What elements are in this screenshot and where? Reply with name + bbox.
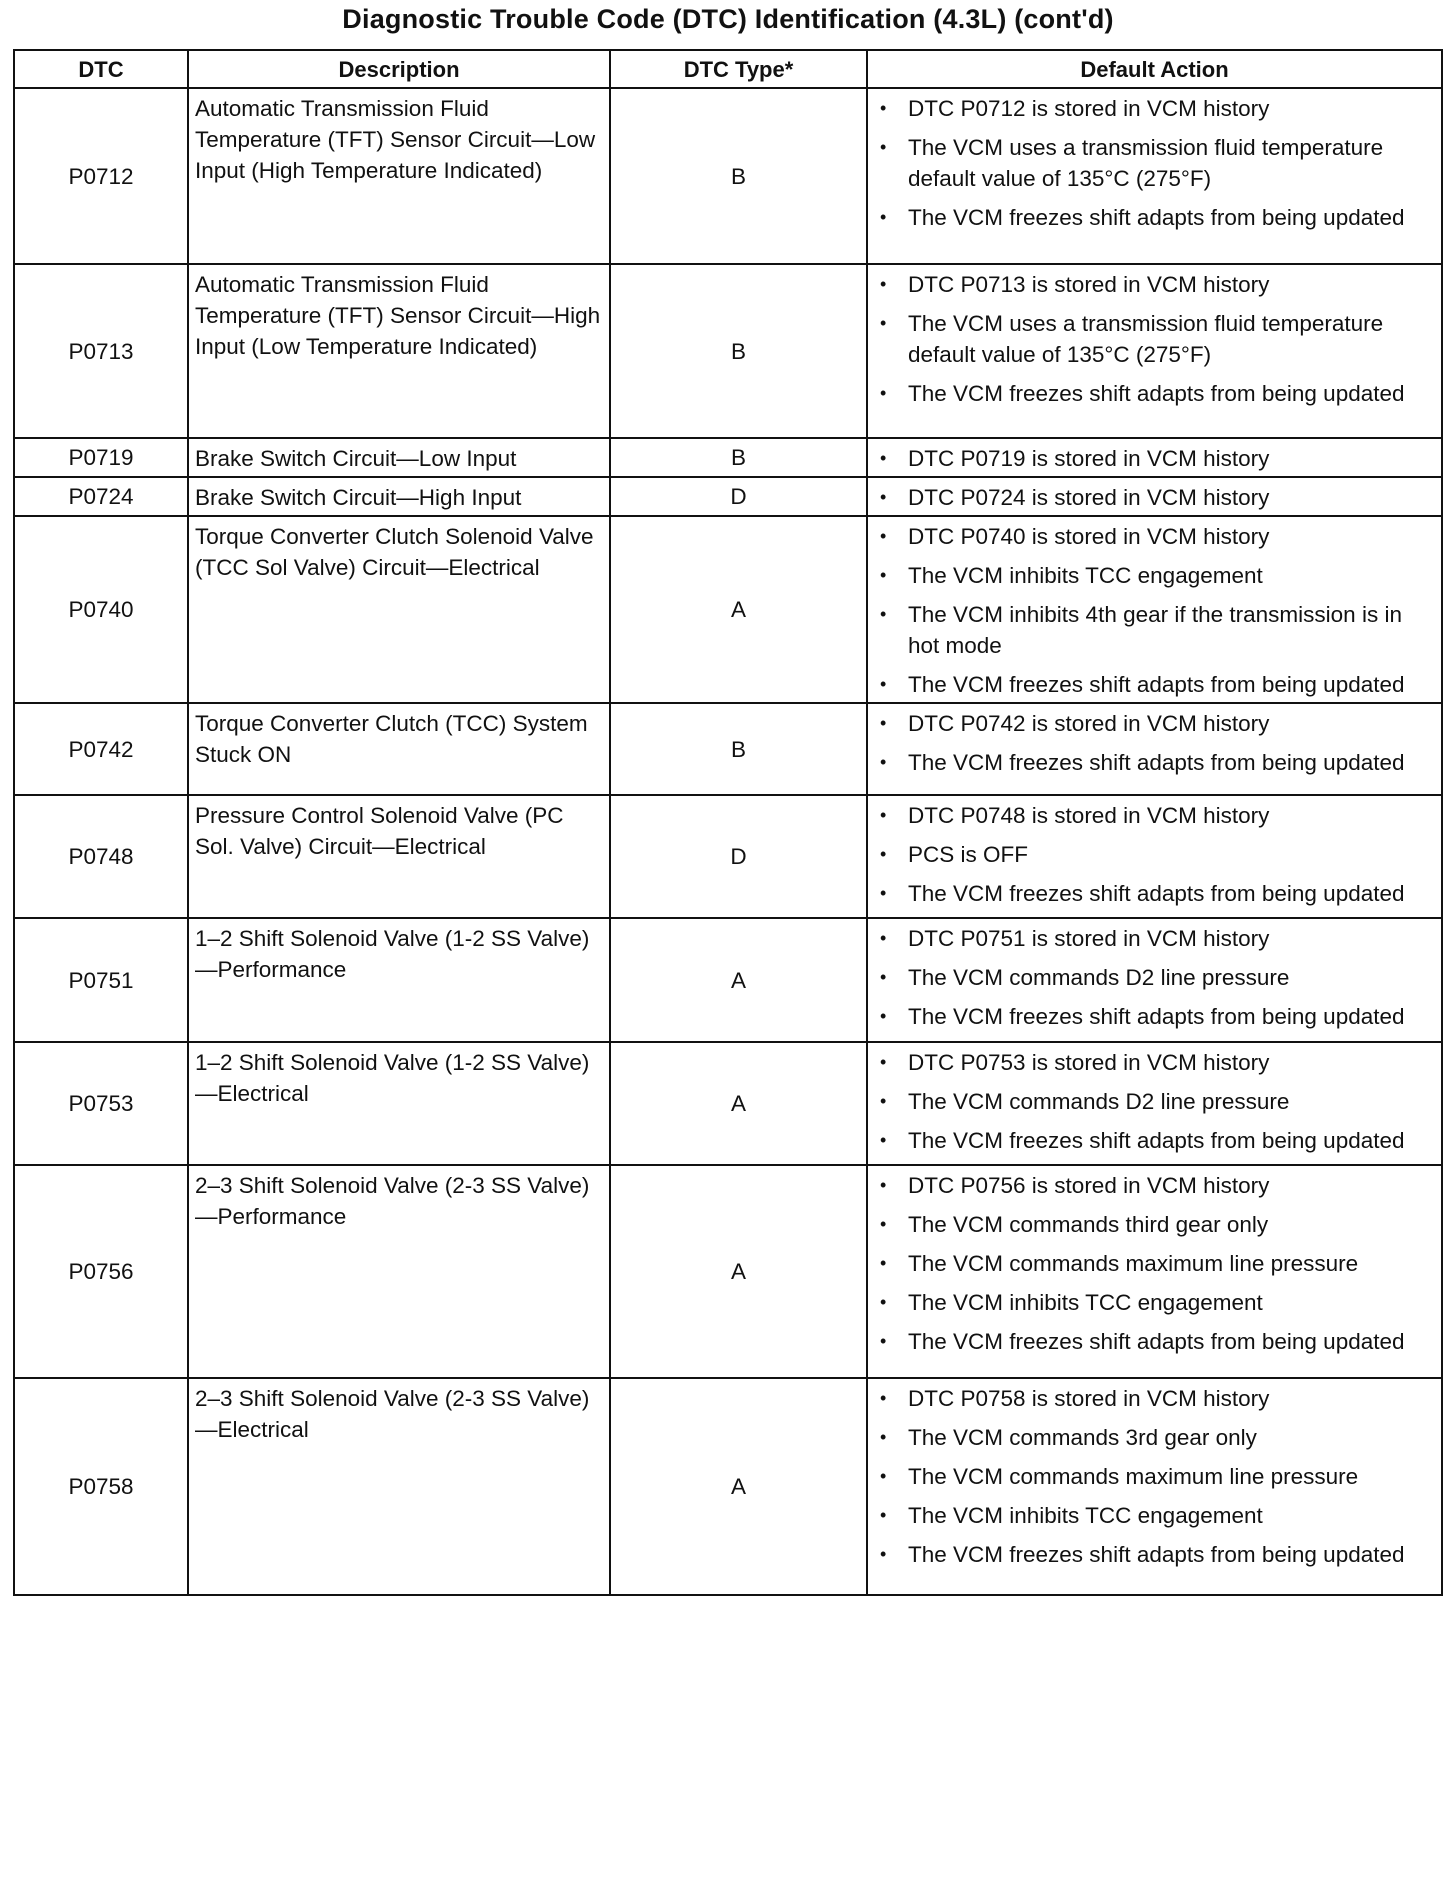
action-text: PCS is OFF — [908, 842, 1029, 867]
action-list — [874, 521, 1433, 700]
action-list — [874, 93, 1433, 233]
description-cell: Torque Converter Clutch (TCC) System Stuck ON — [188, 703, 610, 795]
action-text: DTC P0742 is stored in VCM history — [908, 711, 1270, 736]
action-text: DTC P0712 is stored in VCM history — [908, 96, 1270, 121]
action-list-item — [874, 1001, 1433, 1032]
action-list-item — [874, 443, 1433, 474]
description-cell: 2–3 Shift Solenoid Valve (2-3 SS Valve)—Performance — [188, 1165, 610, 1378]
table-row — [14, 1165, 1442, 1378]
action-list-item — [874, 708, 1433, 739]
table-row — [14, 1042, 1442, 1165]
dtc-code-cell: P0713 — [14, 264, 188, 438]
action-list — [874, 443, 1433, 474]
bullet-icon: • — [880, 1052, 887, 1072]
action-list-item — [874, 560, 1433, 591]
action-list-item — [874, 599, 1433, 661]
action-text: The VCM freezes shift adapts from being updated — [908, 881, 1405, 906]
default-action-cell — [867, 703, 1442, 795]
bullet-icon: • — [880, 604, 887, 624]
table-body — [14, 88, 1442, 1595]
dtc-type-cell: B — [610, 264, 867, 438]
bullet-icon: • — [880, 565, 887, 585]
action-text: The VCM freezes shift adapts from being updated — [908, 750, 1405, 775]
bullet-icon: • — [880, 1331, 887, 1351]
bullet-icon: • — [880, 1427, 887, 1447]
action-text: The VCM uses a transmission fluid temperature default value of 135°C (275°F) — [908, 311, 1384, 367]
action-text: DTC P0740 is stored in VCM history — [908, 524, 1270, 549]
default-action-cell — [867, 1165, 1442, 1378]
default-action-cell — [867, 438, 1442, 477]
table-row — [14, 795, 1442, 918]
action-text: The VCM commands D2 line pressure — [908, 1089, 1290, 1114]
action-text: The VCM commands third gear only — [908, 1212, 1269, 1237]
action-list-item — [874, 1248, 1433, 1279]
action-list-item — [874, 132, 1433, 194]
action-text: The VCM freezes shift adapts from being updated — [908, 1128, 1405, 1153]
action-text: DTC P0748 is stored in VCM history — [908, 803, 1270, 828]
description-cell: 1–2 Shift Solenoid Valve (1-2 SS Valve)—Performance — [188, 918, 610, 1042]
bullet-icon: • — [880, 526, 887, 546]
action-list — [874, 269, 1433, 409]
action-text: DTC P0753 is stored in VCM history — [908, 1050, 1270, 1075]
bullet-icon: • — [880, 1388, 887, 1408]
table-row — [14, 88, 1442, 264]
dtc-code-cell: P0712 — [14, 88, 188, 264]
action-text: The VCM freezes shift adapts from being updated — [908, 672, 1405, 697]
bullet-icon: • — [880, 883, 887, 903]
bullet-icon: • — [880, 313, 887, 333]
bullet-icon: • — [880, 1253, 887, 1273]
default-action-cell — [867, 1378, 1442, 1595]
action-text: DTC P0758 is stored in VCM history — [908, 1386, 1270, 1411]
column-header-dtc-type: DTC Type* — [610, 50, 867, 88]
action-text: The VCM commands 3rd gear only — [908, 1425, 1257, 1450]
table-row — [14, 516, 1442, 703]
bullet-icon: • — [880, 448, 887, 468]
dtc-code-cell: P0751 — [14, 918, 188, 1042]
action-list-item — [874, 1326, 1433, 1357]
default-action-cell — [867, 264, 1442, 438]
bullet-icon: • — [880, 674, 887, 694]
action-list-item — [874, 1047, 1433, 1078]
bullet-icon: • — [880, 928, 887, 948]
dtc-type-cell: A — [610, 1378, 867, 1595]
default-action-cell — [867, 477, 1442, 516]
table-row — [14, 1378, 1442, 1595]
bullet-icon: • — [880, 805, 887, 825]
dtc-type-cell: A — [610, 918, 867, 1042]
action-list — [874, 708, 1433, 778]
bullet-icon: • — [880, 1214, 887, 1234]
column-header-dtc: DTC — [14, 50, 188, 88]
bullet-icon: • — [880, 487, 887, 507]
bullet-icon: • — [880, 383, 887, 403]
action-text: DTC P0751 is stored in VCM history — [908, 926, 1270, 951]
bullet-icon: • — [880, 1466, 887, 1486]
description-cell: Torque Converter Clutch Solenoid Valve (TCC Sol Valve) Circuit—Electrical — [188, 516, 610, 703]
action-text: DTC P0724 is stored in VCM history — [908, 485, 1270, 510]
dtc-type-cell: D — [610, 477, 867, 516]
description-cell: Automatic Transmission Fluid Temperature (TFT) Sensor Circuit—Low Input (High Temperature Indicated) — [188, 88, 610, 264]
bullet-icon: • — [880, 752, 887, 772]
action-list-item — [874, 878, 1433, 909]
column-header-description: Description — [188, 50, 610, 88]
table-header-row — [14, 50, 1442, 88]
bullet-icon: • — [880, 967, 887, 987]
dtc-type-cell: A — [610, 1042, 867, 1165]
default-action-cell — [867, 88, 1442, 264]
action-list-item — [874, 669, 1433, 700]
action-list-item — [874, 1287, 1433, 1318]
description-cell: 1–2 Shift Solenoid Valve (1-2 SS Valve)—Electrical — [188, 1042, 610, 1165]
action-list — [874, 1170, 1433, 1357]
dtc-code-cell: P0756 — [14, 1165, 188, 1378]
dtc-type-cell: A — [610, 516, 867, 703]
action-list-item — [874, 308, 1433, 370]
dtc-code-cell: P0724 — [14, 477, 188, 516]
action-list-item — [874, 1461, 1433, 1492]
action-list-item — [874, 269, 1433, 300]
bullet-icon: • — [880, 1130, 887, 1150]
bullet-icon: • — [880, 1175, 887, 1195]
bullet-icon: • — [880, 274, 887, 294]
description-cell: Automatic Transmission Fluid Temperature (TFT) Sensor Circuit—High Input (Low Temperature Indicated) — [188, 264, 610, 438]
action-text: The VCM freezes shift adapts from being updated — [908, 1329, 1405, 1354]
action-list — [874, 800, 1433, 909]
action-list-item — [874, 1383, 1433, 1414]
action-text: DTC P0719 is stored in VCM history — [908, 446, 1270, 471]
bullet-icon: • — [880, 1292, 887, 1312]
action-list-item — [874, 1170, 1433, 1201]
dtc-code-cell: P0758 — [14, 1378, 188, 1595]
action-list-item — [874, 800, 1433, 831]
bullet-icon: • — [880, 713, 887, 733]
action-list — [874, 1383, 1433, 1570]
action-list-item — [874, 1125, 1433, 1156]
action-list-item — [874, 93, 1433, 124]
dtc-type-cell: B — [610, 438, 867, 477]
bullet-icon: • — [880, 844, 887, 864]
dtc-code-cell: P0740 — [14, 516, 188, 703]
action-text: DTC P0756 is stored in VCM history — [908, 1173, 1270, 1198]
action-text: The VCM freezes shift adapts from being updated — [908, 1542, 1405, 1567]
action-list-item — [874, 378, 1433, 409]
action-list-item — [874, 1539, 1433, 1570]
action-list-item — [874, 1086, 1433, 1117]
bullet-icon: • — [880, 137, 887, 157]
dtc-table — [13, 49, 1443, 1596]
table-row — [14, 477, 1442, 516]
action-list-item — [874, 482, 1433, 513]
dtc-type-cell: B — [610, 703, 867, 795]
action-text: The VCM freezes shift adapts from being updated — [908, 205, 1405, 230]
default-action-cell — [867, 1042, 1442, 1165]
table-row — [14, 918, 1442, 1042]
action-text: The VCM inhibits 4th gear if the transmission is in hot mode — [908, 602, 1402, 658]
action-text: The VCM uses a transmission fluid temperature default value of 135°C (275°F) — [908, 135, 1384, 191]
dtc-type-cell: A — [610, 1165, 867, 1378]
action-text: The VCM commands maximum line pressure — [908, 1251, 1359, 1276]
action-list — [874, 1047, 1433, 1156]
table-row — [14, 264, 1442, 438]
action-list-item — [874, 521, 1433, 552]
bullet-icon: • — [880, 1505, 887, 1525]
bullet-icon: • — [880, 98, 887, 118]
dtc-code-cell: P0719 — [14, 438, 188, 477]
default-action-cell — [867, 795, 1442, 918]
dtc-code-cell: P0748 — [14, 795, 188, 918]
action-text: The VCM inhibits TCC engagement — [908, 1503, 1263, 1528]
default-action-cell — [867, 516, 1442, 703]
action-text: The VCM freezes shift adapts from being updated — [908, 1004, 1405, 1029]
bullet-icon: • — [880, 1091, 887, 1111]
table-row — [14, 438, 1442, 477]
action-list-item — [874, 202, 1433, 233]
dtc-code-cell: P0753 — [14, 1042, 188, 1165]
action-text: The VCM inhibits TCC engagement — [908, 563, 1263, 588]
action-text: The VCM freezes shift adapts from being updated — [908, 381, 1405, 406]
action-text: The VCM commands D2 line pressure — [908, 965, 1290, 990]
action-list-item — [874, 1209, 1433, 1240]
bullet-icon: • — [880, 1544, 887, 1564]
description-cell: Brake Switch Circuit—High Input — [188, 477, 610, 516]
page-title: Diagnostic Trouble Code (DTC) Identification (4.3L) (cont'd) — [342, 4, 1114, 34]
action-text: DTC P0713 is stored in VCM history — [908, 272, 1270, 297]
action-list-item — [874, 839, 1433, 870]
table-row — [14, 703, 1442, 795]
action-list-item — [874, 1500, 1433, 1531]
action-list — [874, 482, 1433, 513]
default-action-cell — [867, 918, 1442, 1042]
description-cell: Pressure Control Solenoid Valve (PC Sol. Valve) Circuit—Electrical — [188, 795, 610, 918]
action-list-item — [874, 747, 1433, 778]
bullet-icon: • — [880, 207, 887, 227]
dtc-code-cell: P0742 — [14, 703, 188, 795]
action-list — [874, 923, 1433, 1032]
dtc-type-cell: B — [610, 88, 867, 264]
action-text: The VCM commands maximum line pressure — [908, 1464, 1359, 1489]
action-list-item — [874, 962, 1433, 993]
dtc-type-cell: D — [610, 795, 867, 918]
action-list-item — [874, 923, 1433, 954]
column-header-default-action: Default Action — [867, 50, 1442, 88]
bullet-icon: • — [880, 1006, 887, 1026]
action-list-item — [874, 1422, 1433, 1453]
description-cell: 2–3 Shift Solenoid Valve (2-3 SS Valve)—Electrical — [188, 1378, 610, 1595]
action-text: The VCM inhibits TCC engagement — [908, 1290, 1263, 1315]
description-cell: Brake Switch Circuit—Low Input — [188, 438, 610, 477]
